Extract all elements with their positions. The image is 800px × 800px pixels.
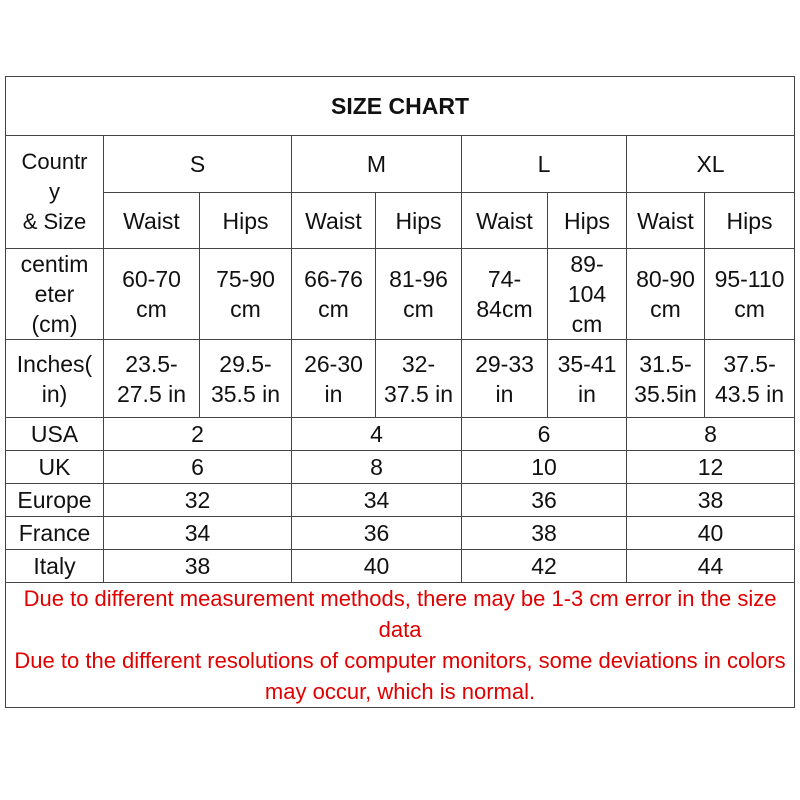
corner-label: Countr y & Size xyxy=(21,149,88,234)
subheader-m-waist: Waist xyxy=(292,193,376,249)
size-header-l: L xyxy=(462,136,627,193)
in-l-hips: 35-41 in xyxy=(548,340,627,418)
cm-m-hips: 81-96 cm xyxy=(376,249,462,340)
in-xl-hips: 37.5- 43.5 in xyxy=(705,340,795,418)
country-label: Italy xyxy=(6,550,104,583)
country-label: France xyxy=(6,517,104,550)
subheader-s-waist: Waist xyxy=(104,193,200,249)
size-value: 42 xyxy=(462,550,627,583)
disclaimer-notes xyxy=(6,583,795,708)
size-value: 12 xyxy=(627,451,795,484)
table-row-uk xyxy=(6,451,795,484)
country-label: Europe xyxy=(6,484,104,517)
color-deviation-note: Due to the different resolutions of computer monitors, some deviations in colors may occur, which is normal. xyxy=(14,648,786,704)
size-header-s: S xyxy=(104,136,292,193)
size-value: 2 xyxy=(104,418,292,451)
table-row-italy xyxy=(6,550,795,583)
country-label: USA xyxy=(6,418,104,451)
corner-header xyxy=(6,136,104,249)
subheader-s-hips: Hips xyxy=(200,193,292,249)
size-header-m: M xyxy=(292,136,462,193)
size-value: 34 xyxy=(104,517,292,550)
size-value: 38 xyxy=(104,550,292,583)
size-value: 6 xyxy=(462,418,627,451)
size-value: 38 xyxy=(462,517,627,550)
row-label-cm: centim eter (cm) xyxy=(6,249,104,340)
table-row-usa xyxy=(6,418,795,451)
size-value: 8 xyxy=(292,451,462,484)
size-value: 34 xyxy=(292,484,462,517)
subheader-l-waist: Waist xyxy=(462,193,548,249)
cm-s-hips: 75-90 cm xyxy=(200,249,292,340)
table-row-europe xyxy=(6,484,795,517)
cm-l-waist: 74- 84cm xyxy=(462,249,548,340)
chart-title: SIZE CHART xyxy=(6,77,795,136)
table-row-inches xyxy=(6,340,795,418)
size-chart-table xyxy=(5,76,795,708)
cm-xl-hips: 95-110 cm xyxy=(705,249,795,340)
subheader-m-hips: Hips xyxy=(376,193,462,249)
size-value: 40 xyxy=(292,550,462,583)
subheader-xl-waist: Waist xyxy=(627,193,705,249)
table-row-france xyxy=(6,517,795,550)
size-header-xl: XL xyxy=(627,136,795,193)
cm-l-hips: 89- 104 cm xyxy=(548,249,627,340)
measurement-error-note: Due to different measurement methods, there may be 1-3 cm error in the size data xyxy=(23,586,777,642)
in-xl-waist: 31.5- 35.5in xyxy=(627,340,705,418)
size-value: 4 xyxy=(292,418,462,451)
in-s-waist: 23.5- 27.5 in xyxy=(104,340,200,418)
size-value: 36 xyxy=(462,484,627,517)
size-value: 32 xyxy=(104,484,292,517)
cm-xl-waist: 80-90 cm xyxy=(627,249,705,340)
size-value: 6 xyxy=(104,451,292,484)
in-s-hips: 29.5- 35.5 in xyxy=(200,340,292,418)
country-label: UK xyxy=(6,451,104,484)
in-m-waist: 26-30 in xyxy=(292,340,376,418)
size-value: 44 xyxy=(627,550,795,583)
table-row-centimeter xyxy=(6,249,795,340)
size-value: 38 xyxy=(627,484,795,517)
size-value: 10 xyxy=(462,451,627,484)
size-value: 8 xyxy=(627,418,795,451)
size-value: 36 xyxy=(292,517,462,550)
in-l-waist: 29-33 in xyxy=(462,340,548,418)
cm-s-waist: 60-70 cm xyxy=(104,249,200,340)
cm-m-waist: 66-76 cm xyxy=(292,249,376,340)
subheader-l-hips: Hips xyxy=(548,193,627,249)
subheader-xl-hips: Hips xyxy=(705,193,795,249)
row-label-in: Inches( in) xyxy=(6,340,104,418)
in-m-hips: 32- 37.5 in xyxy=(376,340,462,418)
size-value: 40 xyxy=(627,517,795,550)
